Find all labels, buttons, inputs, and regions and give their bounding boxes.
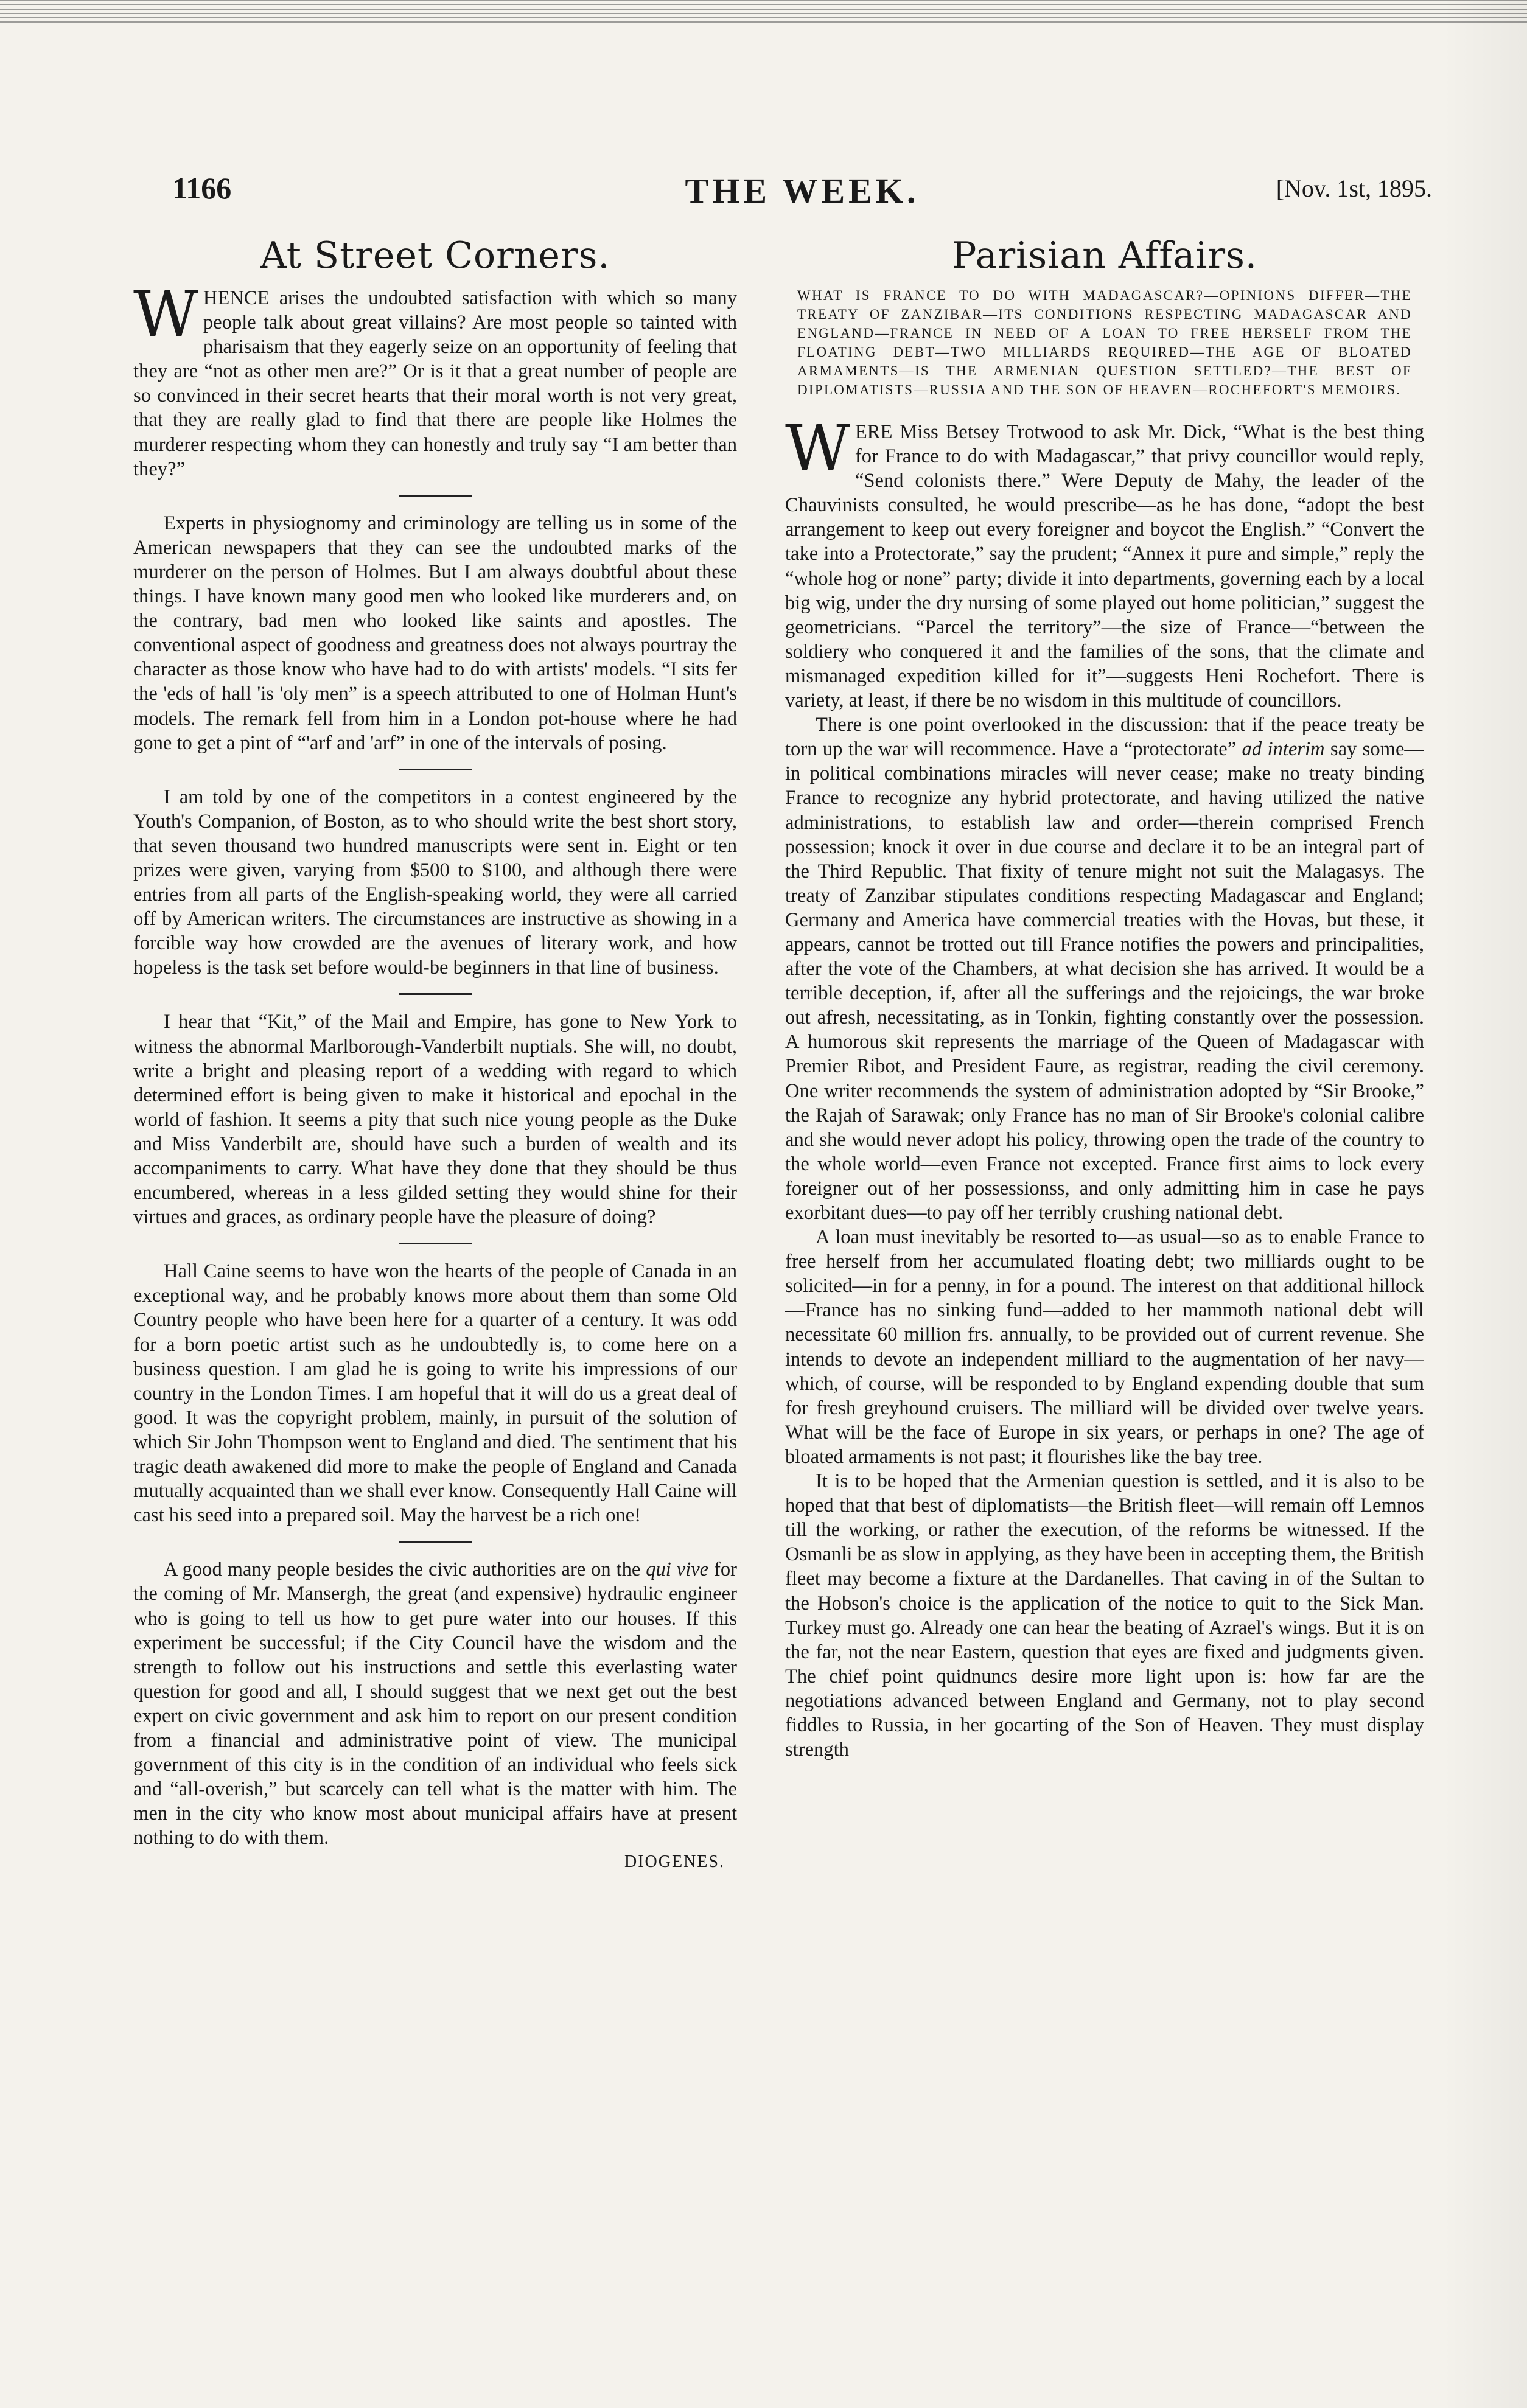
paragraph: Experts in physiognomy and criminology are telling us in some of the American newspapers that they can see the undoubted marks of the murderer on the person of Holmes. But I am always doubtful about these things. I have known many good men who looked like murderers and, on the contrary, bad men who looked like saints and apostles. The conventional aspect of goodness and greatness does not always pourtray the character as those know who have had to do with artists' models. “I sits fer the 'eds of hall 'is 'oly men” is a speech attributed to one of Holman Hunt's models. The remark fell from him in a London pot-house where he had gone to get a pint of “'arf and 'arf” in one of the intervals of posing. — [133, 512, 737, 754]
paragraph — [785, 713, 1424, 1225]
journal-title: THE WEEK. — [685, 171, 920, 211]
page-edge-shadow — [1442, 0, 1527, 2408]
section-divider — [399, 495, 472, 497]
section-divider — [399, 1243, 472, 1244]
right-column — [785, 231, 1424, 2288]
top-edge-rules — [0, 0, 1527, 24]
paragraph-text: HENCE arises the undoubted satisfaction with which so many people talk about great villains? Are most people so tainted with pharisaism that they eagerly seize on an opportunity of feeling that they are “not as other men are?” Or is it that a great number of people are so convinced in their secret hearts that their moral worth is not very great, that they are really glad to find that there are people like Holmes the murderer respecting whom they can honestly and truly say “I am better than they?” — [133, 287, 737, 480]
emphasis: ad interim — [1242, 738, 1325, 761]
section-title-street-corners: At Street Corners. — [260, 234, 610, 277]
section-divider — [399, 993, 472, 995]
left-column — [133, 231, 737, 2288]
paragraph — [133, 1557, 737, 1850]
section-divider — [399, 769, 472, 770]
issue-date: [Nov. 1st, 1895. — [1276, 175, 1432, 202]
drop-cap: W — [133, 277, 198, 351]
drop-cap: W — [785, 411, 850, 485]
section-divider — [399, 1541, 472, 1543]
paragraph-text: There is one point overlooked in the discussion: that if the peace treaty be torn up the war will recommence. Have a “protectorate” — [785, 714, 1424, 761]
article-synopsis: WHAT IS FRANCE TO DO WITH MADAGASCAR?—OPINIONS DIFFER—THE TREATY OF ZANZIBAR—ITS CONDITIONS RESPECTING MADAGASCAR AND ENGLAND—FRANCE IN NEED OF A LOAN TO FREE HERSELF FROM THE FLOATING DEBT—TWO MILLIARDS REQUIRED—THE AGE OF BLOATED ARMAMENTS—IS THE ARMENIAN QUESTION SETTLED?—THE BEST OF DIPLOMATISTS—RUSSIA AND THE SON OF HEAVEN—ROCHEFORT'S MEMOIRS. — [797, 288, 1412, 397]
paragraph-text: for the coming of Mr. Mansergh, the great (and expensive) hydraulic engineer who is going to tell us how to get pure water into our houses. If this experiment be successful; if the City Council have the wisdom and the strength to follow out his instructions and settle this everlasting water question for good and all, I should suggest that we next get out the best expert on civic government and ask him to report on our present condition from a financial and administrative point of view. The municipal government of this city is in the condition of an individual who feels sick and “all-overish,” but scarcely can tell what is the matter with him. The men in the city who know most about municipal affairs have at present nothing to do with them. — [133, 1558, 737, 1849]
paragraph-text: say some—in political combinations miracles will never cease; make no treaty binding France to recognize any hybrid protectorate, and having utilized the native administrations, to establish law and order—therein comprised French possession; knock it over in due course and declare it to be an integral part of the Third Republic. That fixity of tenure might not suit the Malagasys. The treaty of Zanzibar stipulates conditions respecting Madagascar and England; Germany and America have commercial treaties with the Hovas, but these, it appears, cannot be trotted out till France notifies the powers and principalities, after the vote of the Chambers, at what decision she has arrived. It would be a terrible deception, if, after all the sufferings and the rejoicings, the war broke out afresh, necessitating, as in Tonkin, fighting constantly over the possession. A humorous skit represents the marriage of the Queen of Madagascar with Premier Ribot, and President Faure, as registrar, reading the civil ceremony. One writer recommends the system of administration adopted by “Sir Brooke,” the Rajah of Sarawak; only France has no man of Sir Brooke's colonial calibre and she would never adopt his policy, throwing open the trade of the country to the whole world—even France not excepted. France first aims to lock every foreigner out of her possessionss, and only admitting him in case he pays exorbitant dues—to pay off her terribly crushing national debt. — [785, 738, 1424, 1224]
masthead — [172, 170, 1432, 219]
paragraph: It is to be hoped that the Armenian question is settled, and it is also to be hoped that that best of diplomatists—the British fleet—will remain off Lemnos till the working, or rather the execution, of the reforms be witnessed. If the Osmanli be as slow in applying, as they have been in accepting them, the British fleet may become a fixture at the Dardanelles. That caving in of the Sultan to the Hobson's choice is the application of the notice to quit to the Sick Man. Turkey must go. Already one can hear the beating of Azrael's wings. But it is on the far, not the near Eastern, question that eyes are fixed and judgments given. The chief point quidnuncs desire more light upon is: how far are the negotiations advanced between England and Germany, not to play second fiddles to Russia, in her gocarting of the Son of Heaven. They must display strength — [785, 1470, 1424, 1761]
author-signature: DIOGENES. — [624, 1852, 725, 1872]
paragraph: A loan must inevitably be resorted to—as usual—so as to enable France to free herself from her accumulated floating debt; two milliards ought to be solicited—in for a penny, in for a pound. The interest on that additional hillock—France has no sinking fund—added to her mammoth national debt will necessitate 60 million frs. annually, to be provided out of current revenue. She intends to devote an independent milliard to the augmentation of her navy—which, of course, will be responded to by England expending double that sum for fresh greyhound cruisers. The milliard will be divided over twelve years. What will be the face of Europe in six years, or perhaps in one? The age of bloated armaments is not past; it flourishes like the bay tree. — [785, 1226, 1424, 1468]
paragraph-text: ERE Miss Betsey Trotwood to ask Mr. Dick, “What is the best thing for France to do with Madagascar,” that privy councillor would reply, “Send colonists there.” Were Deputy de Mahy, the leader of the Chauvinists consulted, he would prescribe—as he has done, “adopt the best arrangement to keep out every foreigner and boycot the English.” “Convert the take into a Protectorate,” say the prudent; “Annex it pure and simple,” reply the “whole hog or none” party; divide it into departments, governing each by a local big wig, under the dry nursing of some played out home politician,” suggest the geometricians. “Parcel the territory”—the size of France—“between the soldiery who conquered it and the families of the sons, that the climate and mismanaged expedition killed for it”—suggests Heni Rochefort. There is variety, at least, if there be no wisdom in this multitude of councillors. — [785, 421, 1424, 712]
paragraph: Hall Caine seems to have won the hearts of the people of Canada in an exceptional way, and he probably knows more about them than some Old Country people who have been here for a quarter of a century. It was odd for a born poetic artist such as he undoubtedly is, to come here on a business question. I am glad he is going to write his impressions of our country in the London Times. I am hopeful that it will do us a great deal of good. It was the copyright problem, mainly, in pursuit of the solution of which Sir John Thompson went to England and died. The sentiment that his tragic death awakened did more to make the people of England and Canada mutually acquainted than we shall ever know. Consequently Hall Caine will cast his seed into a prepared soil. May the harvest be a rich one! — [133, 1260, 737, 1527]
emphasis: qui vive — [646, 1558, 709, 1581]
paragraph: I am told by one of the competitors in a contest engineered by the Youth's Companion, of Boston, as to who should write the best short story, that seven thousand two hundred manuscripts were sent in. Eight or ten prizes were given, varying from $500 to $100, and although there were entries from all parts of the English-speaking world, they were all carried off by American writers. The circumstances are instructive as showing in a forcible way how crowded are the avenues of literary work, and how hopeless is the task set before would-be beginners in that line of business. — [133, 786, 737, 979]
paragraph — [785, 411, 1424, 713]
section-title-parisian-affairs: Parisian Affairs. — [952, 234, 1257, 277]
page-number: 1166 — [172, 171, 232, 205]
paragraph — [133, 277, 737, 481]
paragraph: I hear that “Kit,” of the Mail and Empire, has gone to New York to witness the abnormal Marlborough-Vanderbilt nuptials. She will, no doubt, write a bright and pleasing report of a wedding with regard to which determined effort is being given to make it historical and epochal in the world of fashion. It seems a pity that such nice young people as the Duke and Miss Vanderbilt are, should have such a burden of wealth and its accompaniments to carry. What have they done that they should be thus encumbered, whereas in a less gilded setting they would shine for their virtues and graces, as ordinary people have the pleasure of doing? — [133, 1011, 737, 1229]
paragraph-text: A good many people besides the civic authorities are on the — [164, 1558, 646, 1581]
